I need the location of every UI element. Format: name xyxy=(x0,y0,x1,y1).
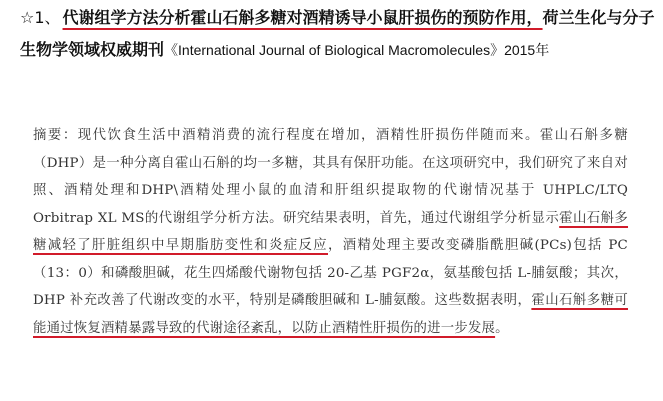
heading-marker: ☆1、 xyxy=(20,8,61,27)
heading-journal-name: 《International Journal of Biological Macromolecules》2015年 xyxy=(164,42,550,58)
abstract-highlight-1: 霍山石斛多糖减轻了肝脏组织中早期脂肪变性和炎症反应 xyxy=(33,210,629,253)
heading-title-highlighted: 代谢组学方法分析霍山石斛多糖对酒精诱导小鼠肝损伤的预防作用， xyxy=(62,8,543,27)
abstract-paragraph xyxy=(33,122,628,342)
abstract-highlight-2: 霍山石斛多糖可能通过恢复酒精暴露导致的代谢途径紊乱，以防止酒精性肝损伤的进一步发展 xyxy=(33,293,629,336)
abstract-text-part1: 摘要：现代饮食生活中酒精消费的流行程度在增加，酒精性肝损伤伴随而来。霍山石斛多糖（DHP）是一种分离自霍山石斛的均一多糖，其具有保肝功能。在这项研究中，我们研究了来自对照、酒精处理和DHP\酒精处理小鼠的血清和肝组织提取物的代谢情况基于 UHPLC/LTQ Orbitrap XL MS的代谢组学分析方法。研究结果表明，首先，通过代谢组学分析显示 xyxy=(33,128,628,226)
abstract-text-end: 。 xyxy=(495,320,509,336)
article-heading xyxy=(20,2,655,66)
heading-journal-descriptor: 荷兰生化与分子生物学领域权威期刊 xyxy=(20,8,655,59)
abstract-text-part2: ，酒精处理主要改变磷脂酰胆碱(PCs)包括 PC（13：0）和磷酸胆碱，花生四烯酸代谢物包括 20-乙基 PGF2α，氨基酸包括 L-脯氨酸；其次，DHP 补充改善了代谢改变的水平，特别是磷酸胆碱和 L-脯氨酸。这些数据表明， xyxy=(33,238,629,308)
